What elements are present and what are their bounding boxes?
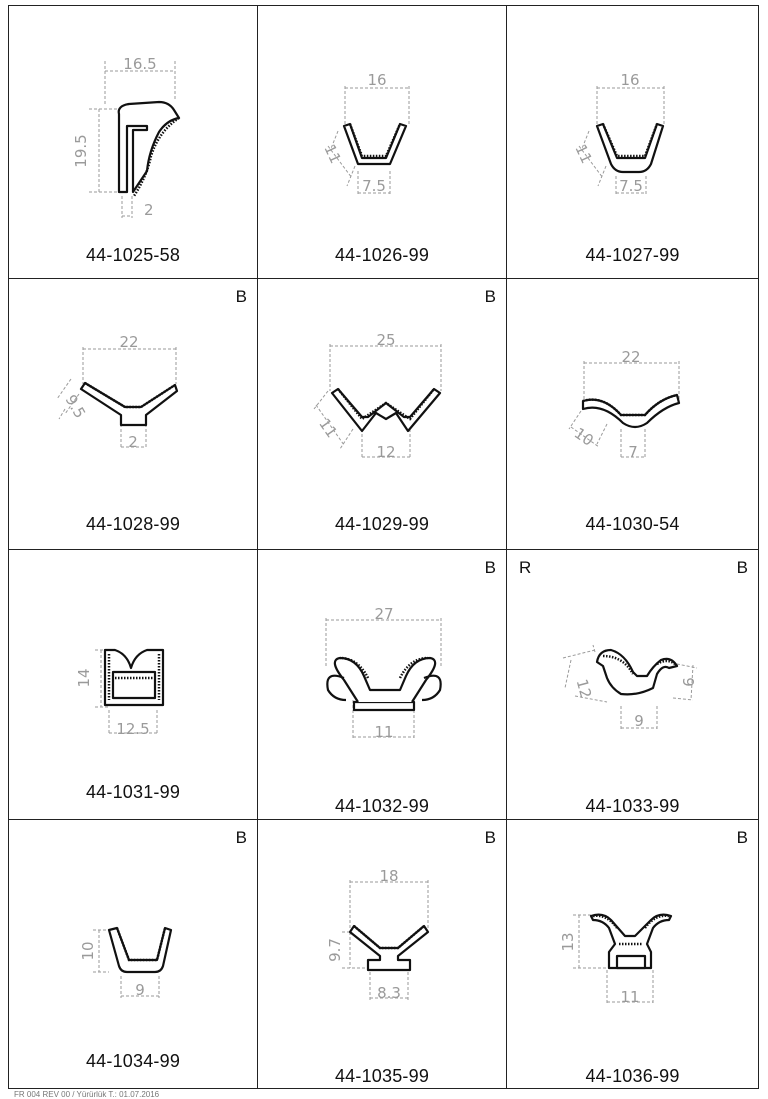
profile-cell <box>507 279 758 550</box>
dim-width: 16 <box>620 71 640 89</box>
profile-drawing <box>258 550 506 819</box>
b-mark: B <box>484 558 496 577</box>
part-number: 44-1030-54 <box>585 514 680 534</box>
part-number: 44-1031-99 <box>85 782 181 802</box>
profile-cell <box>9 820 258 1088</box>
profile-cell <box>507 6 758 279</box>
profile-cell <box>9 279 258 550</box>
profile-drawing <box>9 279 257 549</box>
profile-cell <box>507 820 758 1088</box>
dim-side: 11 <box>571 141 596 167</box>
profile-catalog-grid <box>8 5 759 1089</box>
profile-drawing <box>507 6 758 278</box>
dim-base: 7.5 <box>362 177 386 195</box>
dim-base: 8.3 <box>377 984 401 1002</box>
dim-width: 27 <box>374 605 394 623</box>
profile-drawing <box>258 6 506 278</box>
profile-cell <box>9 6 258 279</box>
dim-width: 18 <box>379 867 399 885</box>
dim-side-left: 12 <box>572 677 595 701</box>
dim-base: 9 <box>634 712 644 730</box>
profile-cell <box>258 550 507 820</box>
dim-width: 22 <box>621 348 641 366</box>
dim-height: 9.7 <box>326 938 344 962</box>
dim-side: 10 <box>570 424 597 450</box>
profile-drawing <box>9 550 257 819</box>
dim-gap: 2 <box>144 201 154 219</box>
part-number: 44-1036-99 <box>585 1066 680 1086</box>
part-number: 44-1028-99 <box>85 514 181 534</box>
profile-drawing <box>507 279 758 549</box>
part-number: 44-1029-99 <box>334 514 430 534</box>
part-number: 44-1032-99 <box>334 796 430 816</box>
dim-side: 11 <box>315 415 341 442</box>
b-mark: B <box>736 558 748 577</box>
b-mark: B <box>484 828 496 847</box>
dim-height: 19.5 <box>72 134 90 168</box>
dim-base: 12.5 <box>116 720 150 738</box>
part-number: 44-1035-99 <box>334 1066 430 1086</box>
b-mark: B <box>736 828 748 847</box>
profile-cell <box>258 6 507 279</box>
profile-cell <box>507 550 758 820</box>
r-mark: R <box>519 558 532 577</box>
dim-width: 25 <box>376 331 396 349</box>
profile-cell <box>258 279 507 550</box>
dim-base: 2 <box>128 433 138 451</box>
dim-height: 14 <box>75 668 93 688</box>
profile-cell <box>258 820 507 1088</box>
dim-base: 11 <box>374 723 394 741</box>
profile-cell <box>9 550 258 820</box>
profile-drawing <box>507 820 758 1088</box>
b-mark: B <box>235 828 247 847</box>
part-number: 44-1034-99 <box>85 1051 181 1071</box>
part-number: 44-1027-99 <box>585 245 680 265</box>
dim-base: 7.5 <box>619 177 643 195</box>
dim-width: 16.5 <box>123 55 157 73</box>
dim-base: 12 <box>376 443 396 461</box>
dim-side: 11 <box>320 141 345 167</box>
dim-height: 13 <box>559 932 577 952</box>
profile-drawing <box>507 550 758 819</box>
dim-side: 9.5 <box>61 391 90 422</box>
footer-form-reference: FR 004 REV 00 / Yürürlük T.: 01.07.2016 <box>14 1090 160 1099</box>
part-number: 44-1033-99 <box>585 796 680 816</box>
profile-drawing <box>258 279 506 549</box>
dim-height: 10 <box>79 941 97 961</box>
dim-side-right: 9 <box>679 677 697 687</box>
part-number: 44-1026-99 <box>334 245 430 265</box>
profile-drawing <box>9 6 257 278</box>
profile-drawing <box>258 820 506 1088</box>
profile-drawing <box>9 820 257 1088</box>
dim-base: 7 <box>628 443 638 461</box>
dim-width: 16 <box>367 71 387 89</box>
dim-base: 11 <box>620 988 640 1006</box>
b-mark: B <box>235 287 247 306</box>
dim-width: 22 <box>119 333 139 351</box>
part-number: 44-1025-58 <box>85 245 181 265</box>
b-mark: B <box>484 287 496 306</box>
dim-base: 9 <box>135 981 145 999</box>
